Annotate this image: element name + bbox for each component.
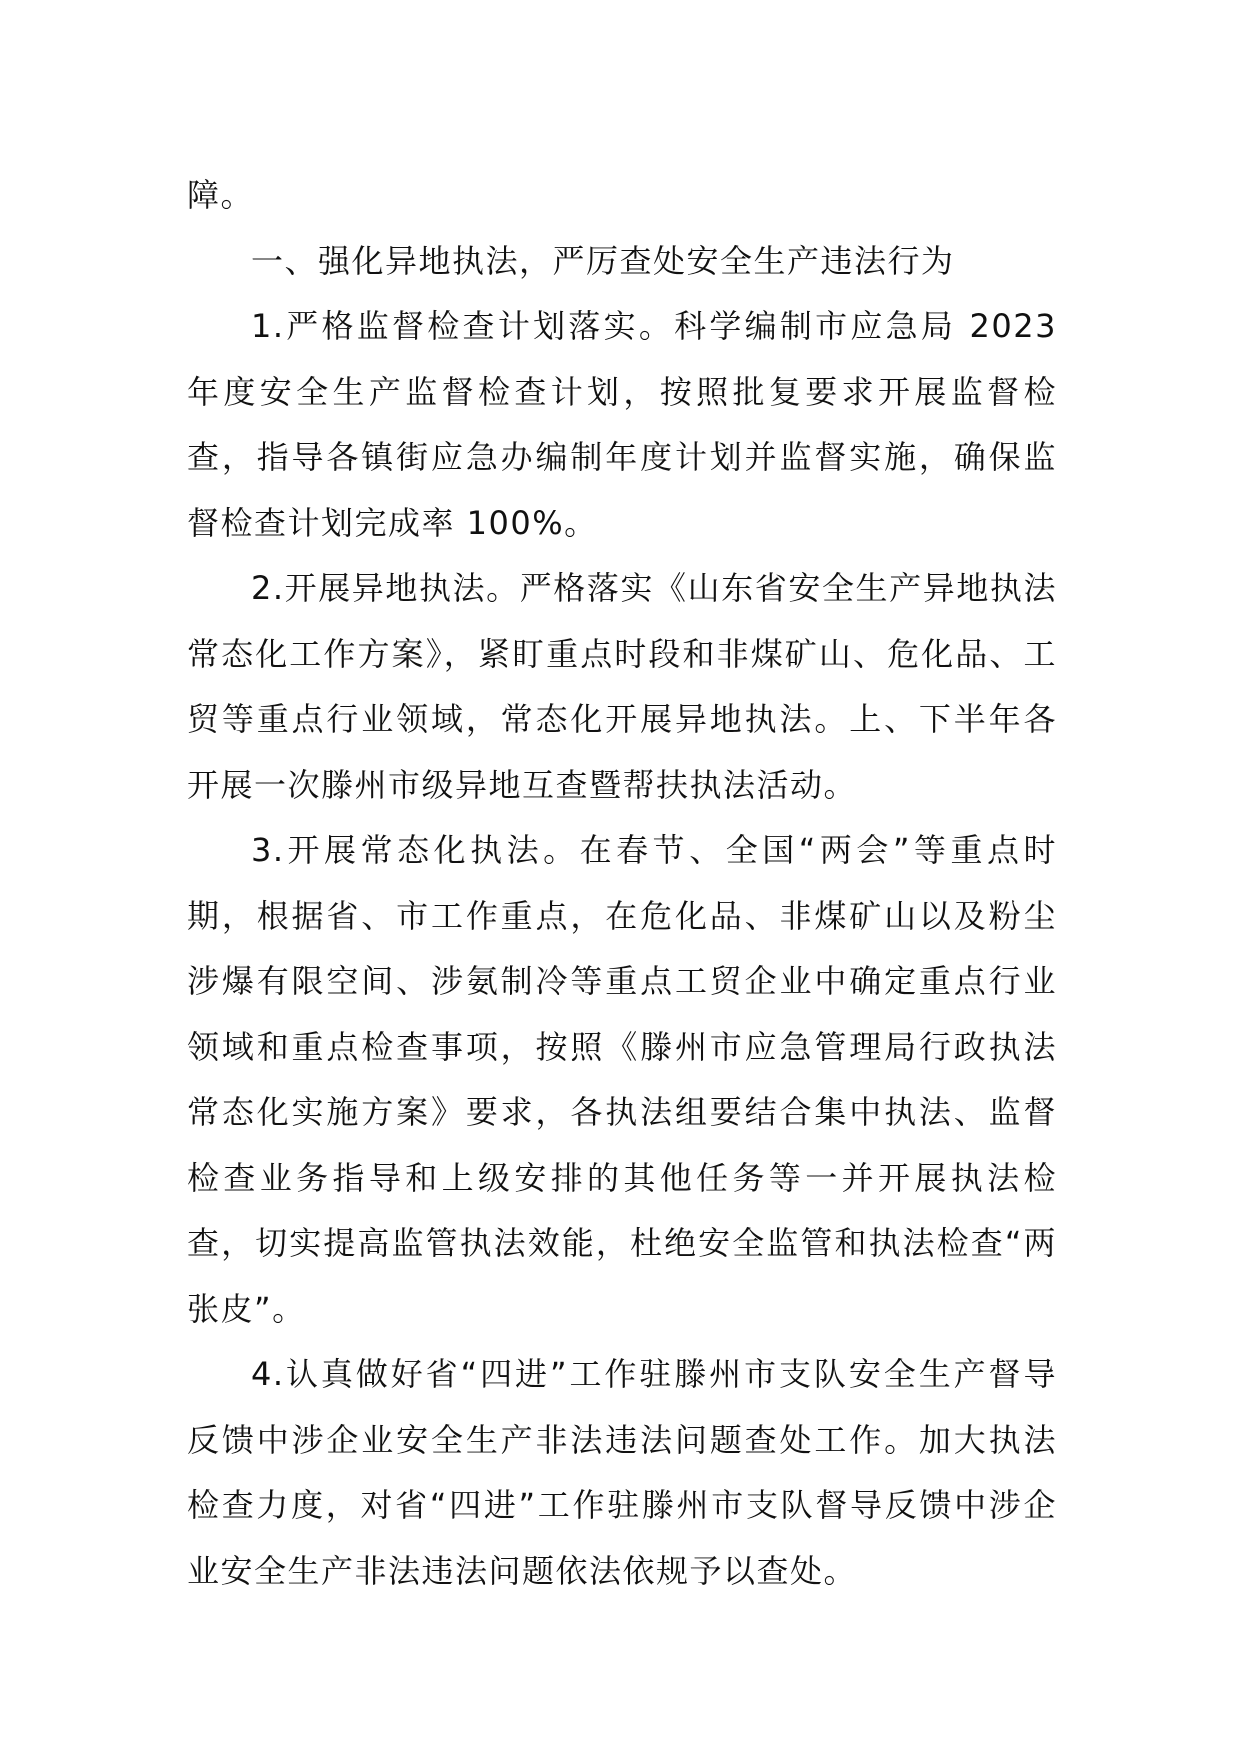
document-body (187, 163, 1057, 1604)
paragraph-item-1: 1.严格监督检查计划落实。科学编制市应急局 2023 年度安全生产监督检查计划，按照批复要求开展监督检查，指导各镇街应急办编制年度计划并监督实施，确保监督检查计划完成率 100%。 (187, 307, 1057, 542)
paragraph-item-2: 2.开展异地执法。严格落实《山东省安全生产异地执法常态化工作方案》，紧盯重点时段和非煤矿山、危化品、工贸等重点行业领域，常态化开展异地执法。上、下半年各开展一次滕州市级异地互查暨帮扶执法活动。 (187, 569, 1057, 804)
paragraph-item-3: 3.开展常态化执法。在春节、全国“两会”等重点时期，根据省、市工作重点，在危化品、非煤矿山以及粉尘涉爆有限空间、涉氨制冷等重点工贸企业中确定重点行业领域和重点检查事项，按照《滕州市应急管理局行政执法常态化实施方案》要求，各执法组要结合集中执法、监督检查业务指导和上级安排的其他任务等一并开展执法检查，切实提高监管执法效能，杜绝安全监管和执法检查“两张皮”。 (187, 831, 1057, 1328)
paragraph-item-4: 4.认真做好省“四进”工作驻滕州市支队安全生产督导反馈中涉企业安全生产非法违法问题查处工作。加大执法检查力度，对省“四进”工作驻滕州市支队督导反馈中涉企业安全生产非法违法问题依法依规予以查处。 (187, 1355, 1057, 1590)
paragraph-continuation: 障。 (187, 176, 255, 214)
section-heading: 一、强化异地执法，严厉查处安全生产违法行为 (251, 241, 955, 280)
